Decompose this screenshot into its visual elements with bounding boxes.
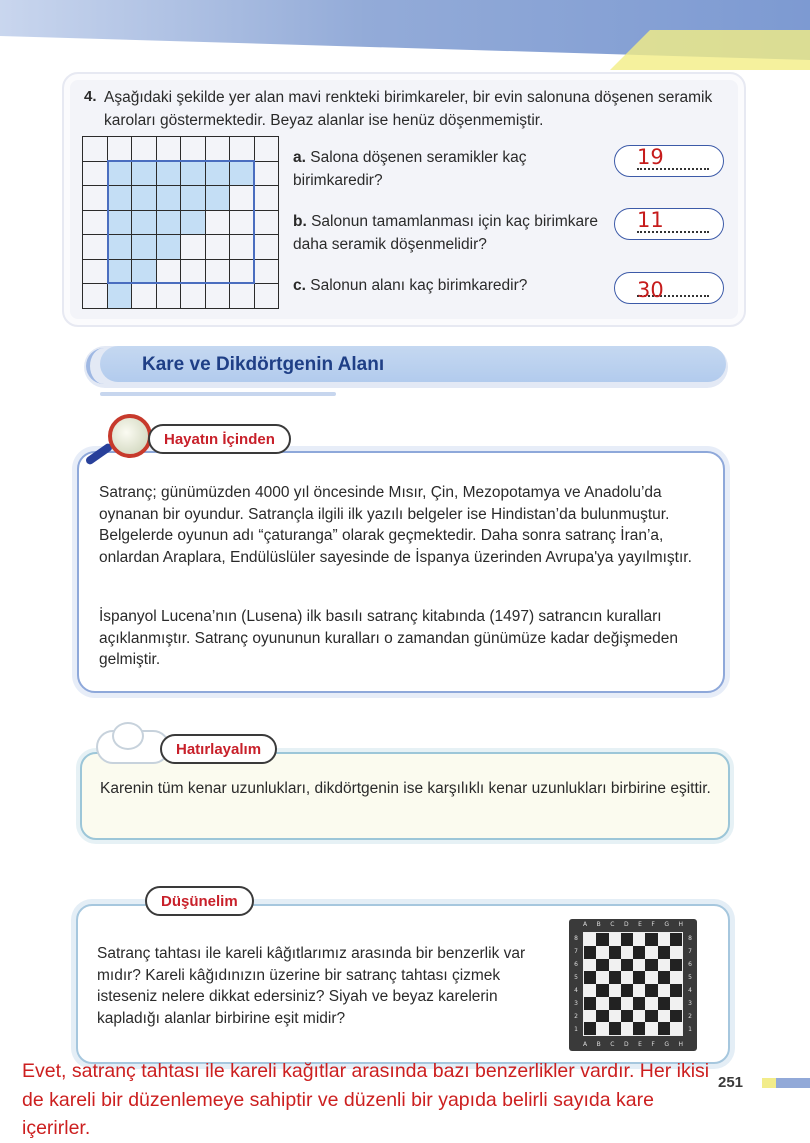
board-file-label: H (678, 1041, 683, 1048)
board-square (609, 984, 621, 997)
board-square (633, 946, 645, 959)
grid-cell (254, 186, 279, 211)
board-square (658, 984, 670, 997)
grid-cell (181, 210, 206, 235)
grid-cell (156, 284, 181, 309)
board-square (645, 933, 657, 946)
board-rank-label: 3 (688, 1000, 692, 1007)
board-square (670, 1022, 682, 1035)
grid-cell (132, 235, 157, 260)
board-square (633, 984, 645, 997)
page-number: 251 (718, 1074, 744, 1091)
grid-cell (132, 186, 157, 211)
board-square (633, 959, 645, 972)
board-square (621, 997, 633, 1010)
board-square (670, 971, 682, 984)
part-c-label: c. (293, 277, 306, 294)
board-file-label: D (623, 921, 629, 928)
board-square (633, 933, 645, 946)
board-file-label: B (596, 921, 601, 928)
board-square (633, 1022, 645, 1035)
board-square (584, 946, 596, 959)
grid-cell (205, 161, 230, 186)
board-file-label: D (623, 1041, 629, 1048)
board-square (658, 933, 670, 946)
board-square (645, 1022, 657, 1035)
board-square (584, 971, 596, 984)
board-square (596, 971, 608, 984)
think-tag: Düşünelim (145, 886, 254, 916)
question-part-c (293, 274, 593, 297)
grid-cell (107, 137, 132, 162)
board-square (645, 984, 657, 997)
board-file-label: B (596, 1041, 601, 1048)
board-square (645, 971, 657, 984)
grid-cell (230, 259, 255, 284)
board-square (670, 997, 682, 1010)
board-square (621, 1010, 633, 1023)
board-square (584, 933, 596, 946)
board-file-label: G (664, 921, 669, 928)
board-square (609, 933, 621, 946)
board-square (596, 1010, 608, 1023)
board-rank-label: 2 (574, 1013, 578, 1020)
board-square (633, 997, 645, 1010)
answer-a-value: 19 (637, 145, 664, 169)
board-square (658, 971, 670, 984)
part-c-text: Salonun alanı kaç birimkaredir? (310, 277, 528, 294)
grid-cell (181, 235, 206, 260)
board-square (596, 1022, 608, 1035)
board-square (609, 946, 621, 959)
grid-cell (254, 210, 279, 235)
grid-cell (205, 284, 230, 309)
board-rank-label: 5 (574, 974, 578, 981)
question-part-a (293, 146, 613, 192)
grid-cell (205, 137, 230, 162)
board-rank-label: 2 (688, 1013, 692, 1020)
board-rank-label: 1 (688, 1026, 692, 1033)
grid-cell (107, 161, 132, 186)
cloud-puff-icon (112, 722, 144, 750)
grid-cell (156, 235, 181, 260)
board-square (658, 946, 670, 959)
board-square (633, 1010, 645, 1023)
board-square (645, 1010, 657, 1023)
board-rank-label: 6 (574, 961, 578, 968)
question-part-b (293, 210, 613, 256)
board-square (609, 1010, 621, 1023)
board-square (645, 959, 657, 972)
grid-cell (83, 161, 108, 186)
part-b-text: Salonun tamamlanması için kaç birimkare daha seramik döşenmelidir? (293, 213, 598, 253)
tile-grid (82, 136, 279, 309)
board-rank-label: 7 (688, 948, 692, 955)
grid-cell (132, 259, 157, 284)
grid-cell (181, 186, 206, 211)
board-rank-label: 5 (688, 974, 692, 981)
board-rank-label: 4 (688, 987, 692, 994)
grid-cell (107, 235, 132, 260)
board-square (609, 997, 621, 1010)
grid-cell (205, 235, 230, 260)
question-number: 4. (84, 88, 97, 105)
life-paragraph-1: Satranç; günümüzden 4000 yıl öncesinde Mısır, Çin, Mezopotamya ve Anadolu’da oynanan bir oyundur. Satrançla ilgili ilk yazılı belgeler ise Hindistan’da bulunmuştur. Belgelerde oyunun adı “çaturanga” olarak geçmektedir. Daha sonra satranç İran’a, onlardan Araplara, Endülüslüler sayesinde de İspanya üzerinden Avrupa'ya yayılmıştır. (99, 484, 692, 566)
board-file-label: A (583, 921, 588, 928)
grid-cell (254, 284, 279, 309)
grid-cell (230, 210, 255, 235)
grid-cell (132, 210, 157, 235)
board-file-label: A (583, 1041, 588, 1048)
grid-cell (156, 210, 181, 235)
life-tag: Hayatın İçinden (148, 424, 291, 454)
board-square (670, 946, 682, 959)
board-file-label: F (651, 1041, 655, 1048)
answer-box-a[interactable] (614, 145, 724, 177)
board-square (645, 997, 657, 1010)
grid-cell (83, 137, 108, 162)
answer-box-b[interactable] (614, 208, 724, 240)
student-answer-text: Evet, satranç tahtası ile kareli kağıtlar arasında bazı benzerlikler vardır. Her ikisi de kareli bir düzenlemeye sahiptir ve düzenli bir yapıda belirli sayıda kare içerirler. (22, 1060, 710, 1139)
grid-cell (107, 186, 132, 211)
grid-cell (205, 210, 230, 235)
board-file-label: G (664, 1041, 669, 1048)
board-square (670, 984, 682, 997)
board-square (596, 959, 608, 972)
board-square (596, 933, 608, 946)
grid-cell (156, 186, 181, 211)
board-file-label: F (651, 921, 655, 928)
answer-b-value: 11 (637, 208, 664, 232)
question-text: Aşağıdaki şekilde yer alan mavi renkteki birimkareler, bir evin salonuna döşenen seramik karoları göstermektedir. Beyaz alanlar ise henüz döşenmemiştir. (104, 89, 713, 129)
board-square (596, 997, 608, 1010)
board-square (670, 1010, 682, 1023)
grid-cell (156, 259, 181, 284)
board-rank-label: 7 (574, 948, 578, 955)
grid-cell (230, 161, 255, 186)
board-square (621, 1022, 633, 1035)
page-bar-blue (776, 1078, 810, 1088)
grid-cell (156, 161, 181, 186)
grid-cell (132, 137, 157, 162)
board-rank-label: 8 (574, 935, 578, 942)
grid-cell (254, 235, 279, 260)
board-rank-label: 4 (574, 987, 578, 994)
grid-cell (230, 186, 255, 211)
answer-c-value: 30 (637, 278, 664, 302)
chessboard-image (569, 919, 697, 1051)
board-square (658, 997, 670, 1010)
grid-cell (83, 210, 108, 235)
grid-cell (254, 161, 279, 186)
board-square (645, 946, 657, 959)
board-file-label: E (638, 921, 642, 928)
grid-cell (230, 235, 255, 260)
grid-cell (107, 210, 132, 235)
grid-cell (107, 284, 132, 309)
board-square (658, 959, 670, 972)
board-square (609, 959, 621, 972)
board-square (621, 933, 633, 946)
grid-cell (254, 259, 279, 284)
board-rank-label: 1 (574, 1026, 578, 1033)
section-title: Kare ve Dikdörtgenin Alanı (142, 354, 385, 375)
page-bar-yellow (762, 1078, 776, 1088)
life-paragraph-2: İspanyol Lucena’nın (Lusena) ilk basılı satranç kitabında (1497) satrancın kuralları açıklanmıştır. Satranç oyununun kuralları o zamandan günümüze kadar değişmeden gelmiştir. (99, 608, 679, 669)
grid-cell (254, 137, 279, 162)
recall-text: Karenin tüm kenar uzunlukları, dikdörtgenin ise karşılıklı kenar uzunlukları birbirine eşittir. (100, 780, 711, 797)
part-a-label: a. (293, 149, 306, 166)
board-square (621, 946, 633, 959)
board-square (584, 1022, 596, 1035)
grid-cell (181, 137, 206, 162)
grid-cell (230, 137, 255, 162)
board-square (670, 933, 682, 946)
board-square (670, 959, 682, 972)
board-rank-label: 8 (688, 935, 692, 942)
grid-cell (83, 259, 108, 284)
grid-cell (107, 259, 132, 284)
grid-cell (205, 186, 230, 211)
part-b-label: b. (293, 213, 307, 230)
grid-cell (230, 284, 255, 309)
grid-cell (132, 161, 157, 186)
grid-cell (205, 259, 230, 284)
board-file-label: E (638, 1041, 642, 1048)
grid-cell (83, 235, 108, 260)
grid-cell (83, 186, 108, 211)
grid-cell (156, 137, 181, 162)
board-square (621, 959, 633, 972)
board-square (584, 997, 596, 1010)
board-file-label: H (678, 921, 683, 928)
board-square (584, 984, 596, 997)
grid-cell (132, 284, 157, 309)
grid-cell (181, 161, 206, 186)
board-square (584, 1010, 596, 1023)
board-square (633, 971, 645, 984)
board-file-label: C (610, 921, 615, 928)
think-text: Satranç tahtası ile kareli kâğıtlarımız arasında bir benzerlik var mıdır? Kareli kâğıdınızın üzerine bir satranç tahtası çizmek isteseniz nelere dikkat edersiniz? Siyah ve beyaz karelerin kapladığı alanlar birbirine eşit midir? (97, 945, 526, 1027)
board-square (658, 1022, 670, 1035)
board-square (621, 984, 633, 997)
board-square (596, 946, 608, 959)
grid-cell (83, 284, 108, 309)
recall-tag: Hatırlayalım (160, 734, 277, 764)
section-underline (100, 392, 336, 396)
board-square (596, 984, 608, 997)
answer-box-c[interactable] (614, 272, 724, 304)
board-square (621, 971, 633, 984)
board-file-label: C (610, 1041, 615, 1048)
board-square (658, 1010, 670, 1023)
board-square (609, 971, 621, 984)
magnifier-icon (108, 414, 152, 458)
board-rank-label: 6 (688, 961, 692, 968)
board-rank-label: 3 (574, 1000, 578, 1007)
board-square (584, 959, 596, 972)
part-a-text: Salona döşenen seramikler kaç birimkaredir? (293, 149, 527, 189)
board-square (609, 1022, 621, 1035)
grid-cell (181, 259, 206, 284)
grid-cell (181, 284, 206, 309)
